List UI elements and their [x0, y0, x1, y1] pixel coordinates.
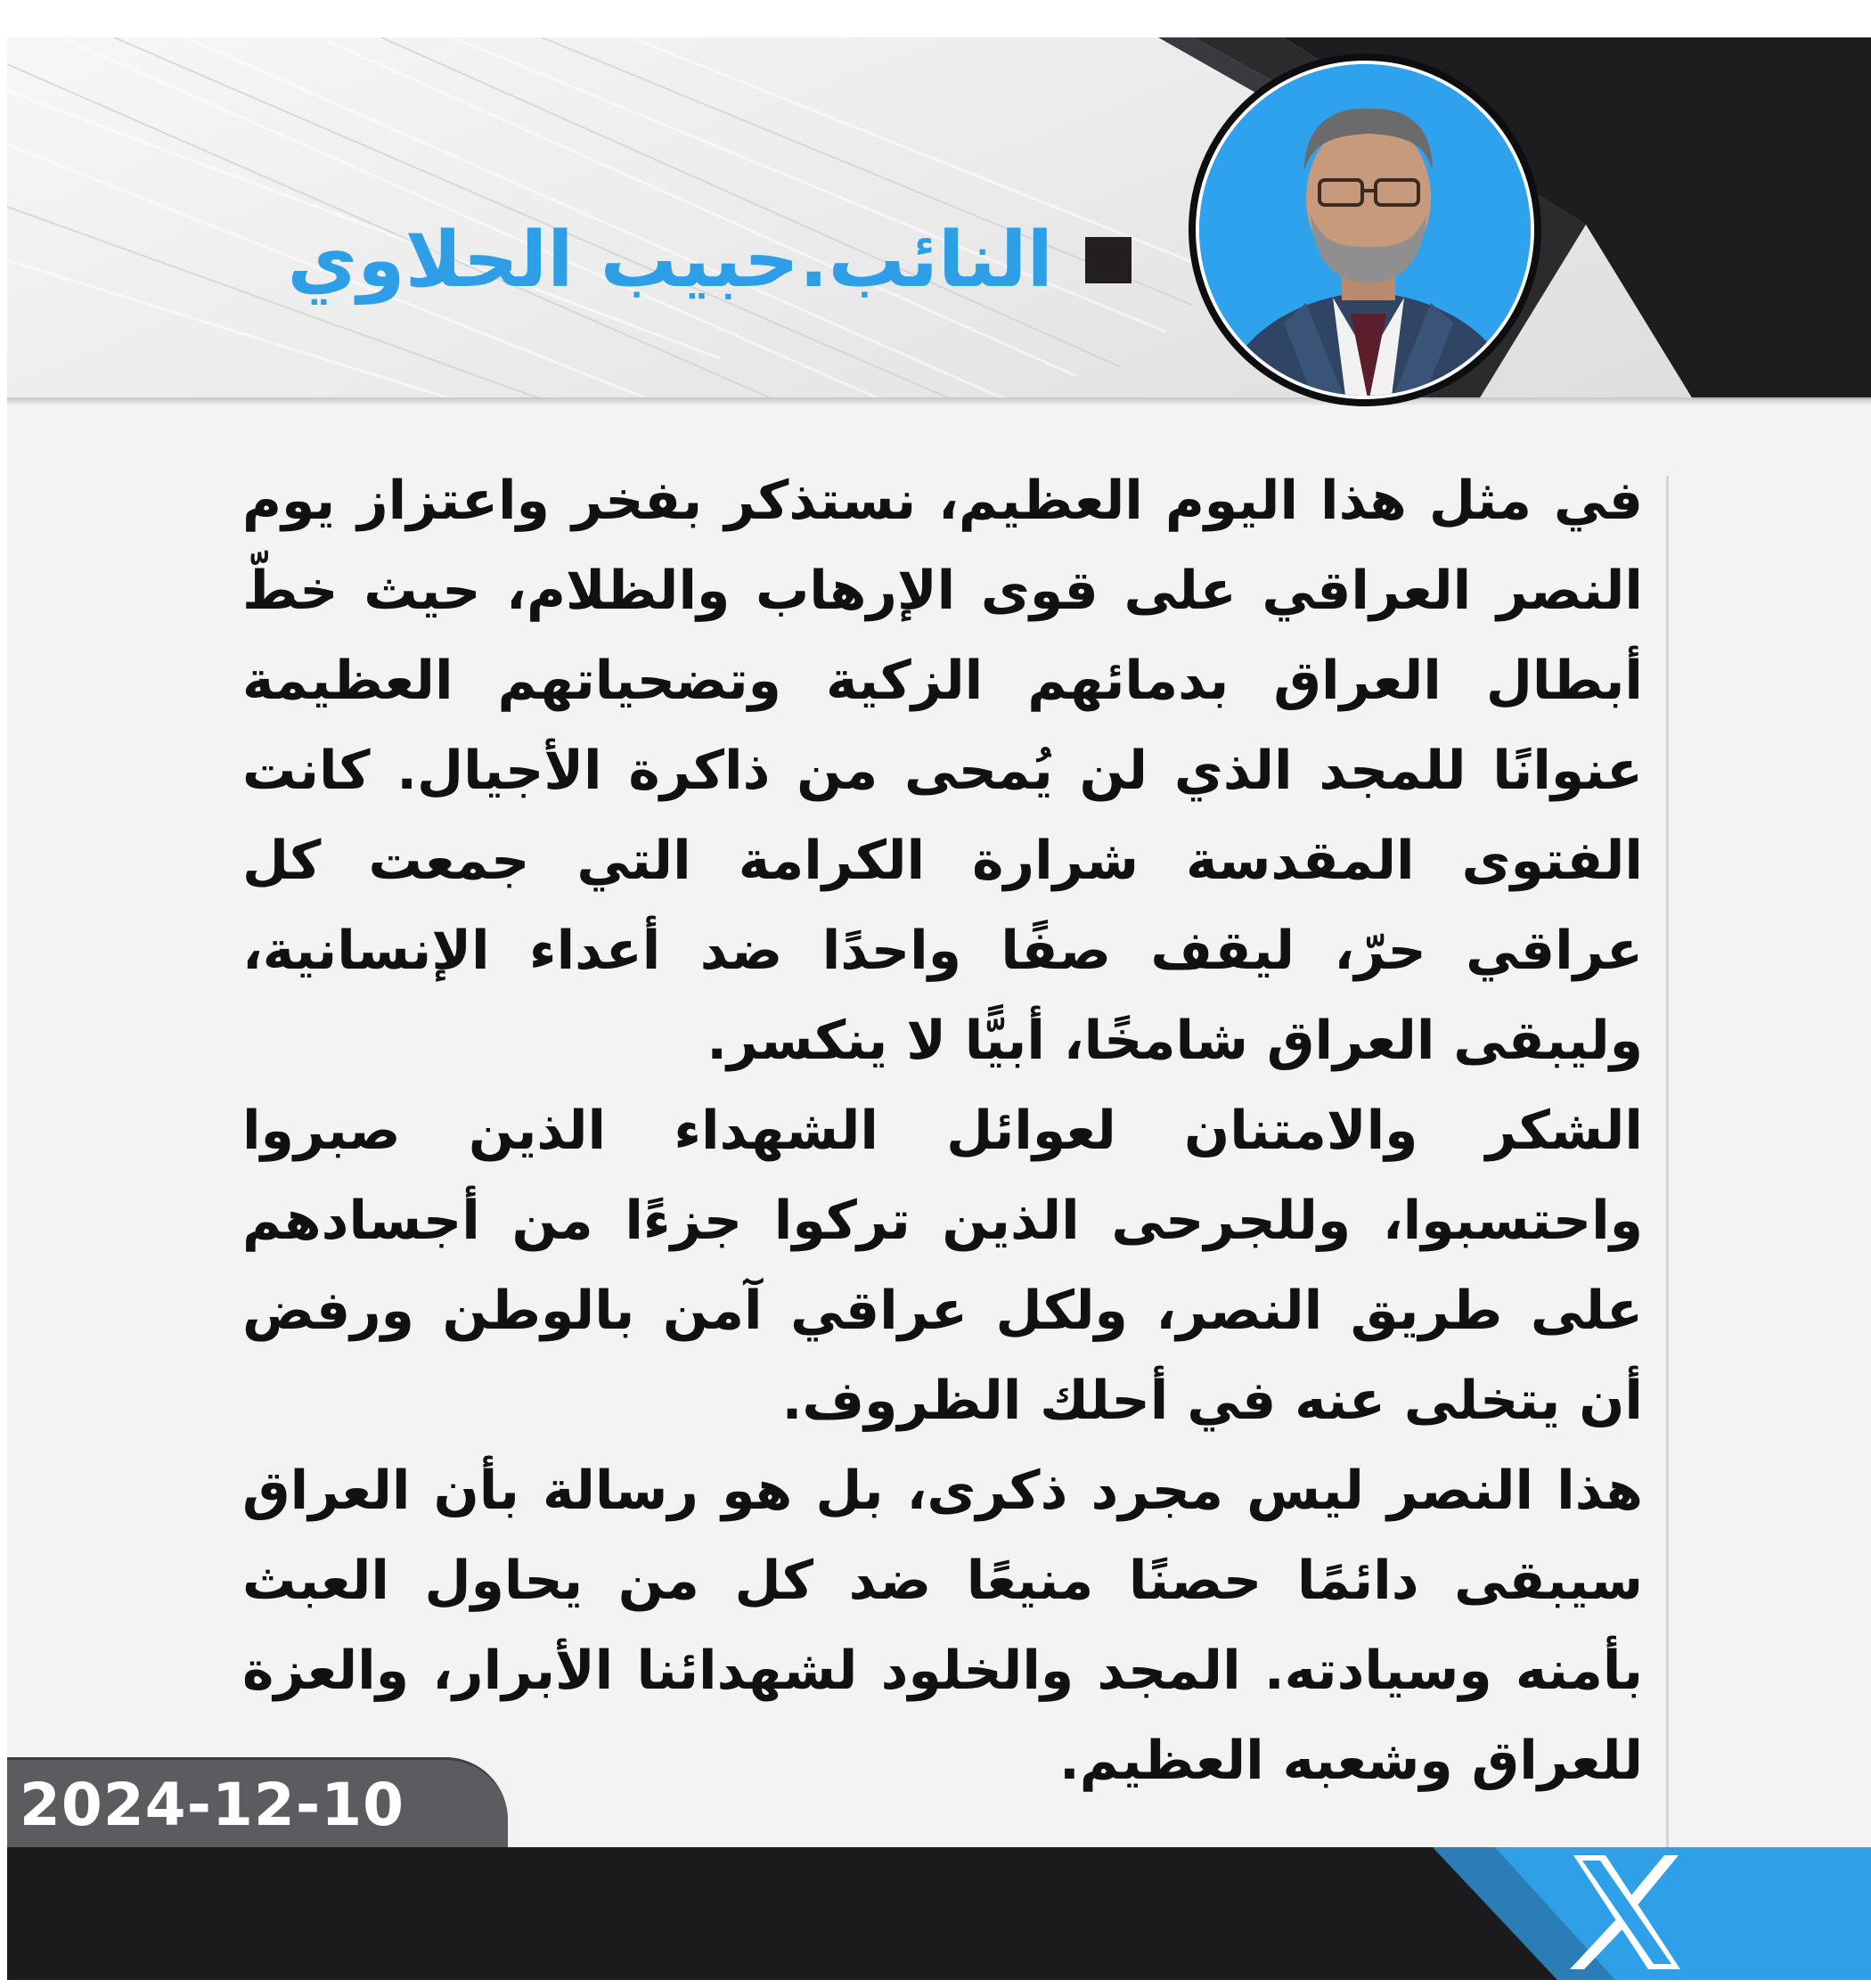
post-paragraph: هذا النصر ليس مجرد ذكرى، بل هو رسالة بأن العراق سيبقى دائمًا حصنًا منيعًا ضد كل من يحاول العبث بأمنه وسيادته. المجد والخلود لشهدائنا الأبرار، والعزة للعراق وشعبه العظيم.: [242, 1460, 1643, 1792]
person-portrait-icon: [1199, 64, 1534, 399]
square-bullet-icon: [1085, 237, 1132, 283]
author-name: النائب.حبيب الحلاوي: [287, 216, 1053, 305]
avatar: [1189, 53, 1541, 406]
header-shadow: [7, 397, 1871, 406]
post-paragraph: الشكر والامتنان لعوائل الشهداء الذين صبروا واحتسبوا، وللجرحى الذين تركوا جزءًا من أجسادهم على طريق النصر، ولكل عراقي آمن بالوطن ورفض أن يتخلى عنه في أحلك الظروف.: [242, 1100, 1643, 1432]
profile-photo: [1196, 61, 1534, 399]
vertical-divider: [1666, 476, 1669, 1848]
post-body: [242, 456, 1643, 1806]
post-paragraph: في مثل هذا اليوم العظيم، نستذكر بفخر واعتزاز يوم النصر العراقي على قوى الإرهاب والظلام، حيث خطّ أبطال العراق بدمائهم الزكية وتضحياتهم العظيمة عنوانًا للمجد الذي لن يُمحى من ذاكرة الأجيال. كانت الفتوى المقدسة شرارة الكرامة التي جمعت كل عراقي حرّ، ليقف صفًا واحدًا ضد أعداء الإنسانية، وليبقى العراق شامخًا، أبيًّا لا ينكسر.: [242, 470, 1643, 1072]
x-logo-icon[interactable]: [1565, 1850, 1689, 1975]
post-card: [7, 37, 1871, 1980]
author-name-row: [287, 207, 1132, 314]
post-date: 2024-12-10: [19, 1771, 405, 1839]
